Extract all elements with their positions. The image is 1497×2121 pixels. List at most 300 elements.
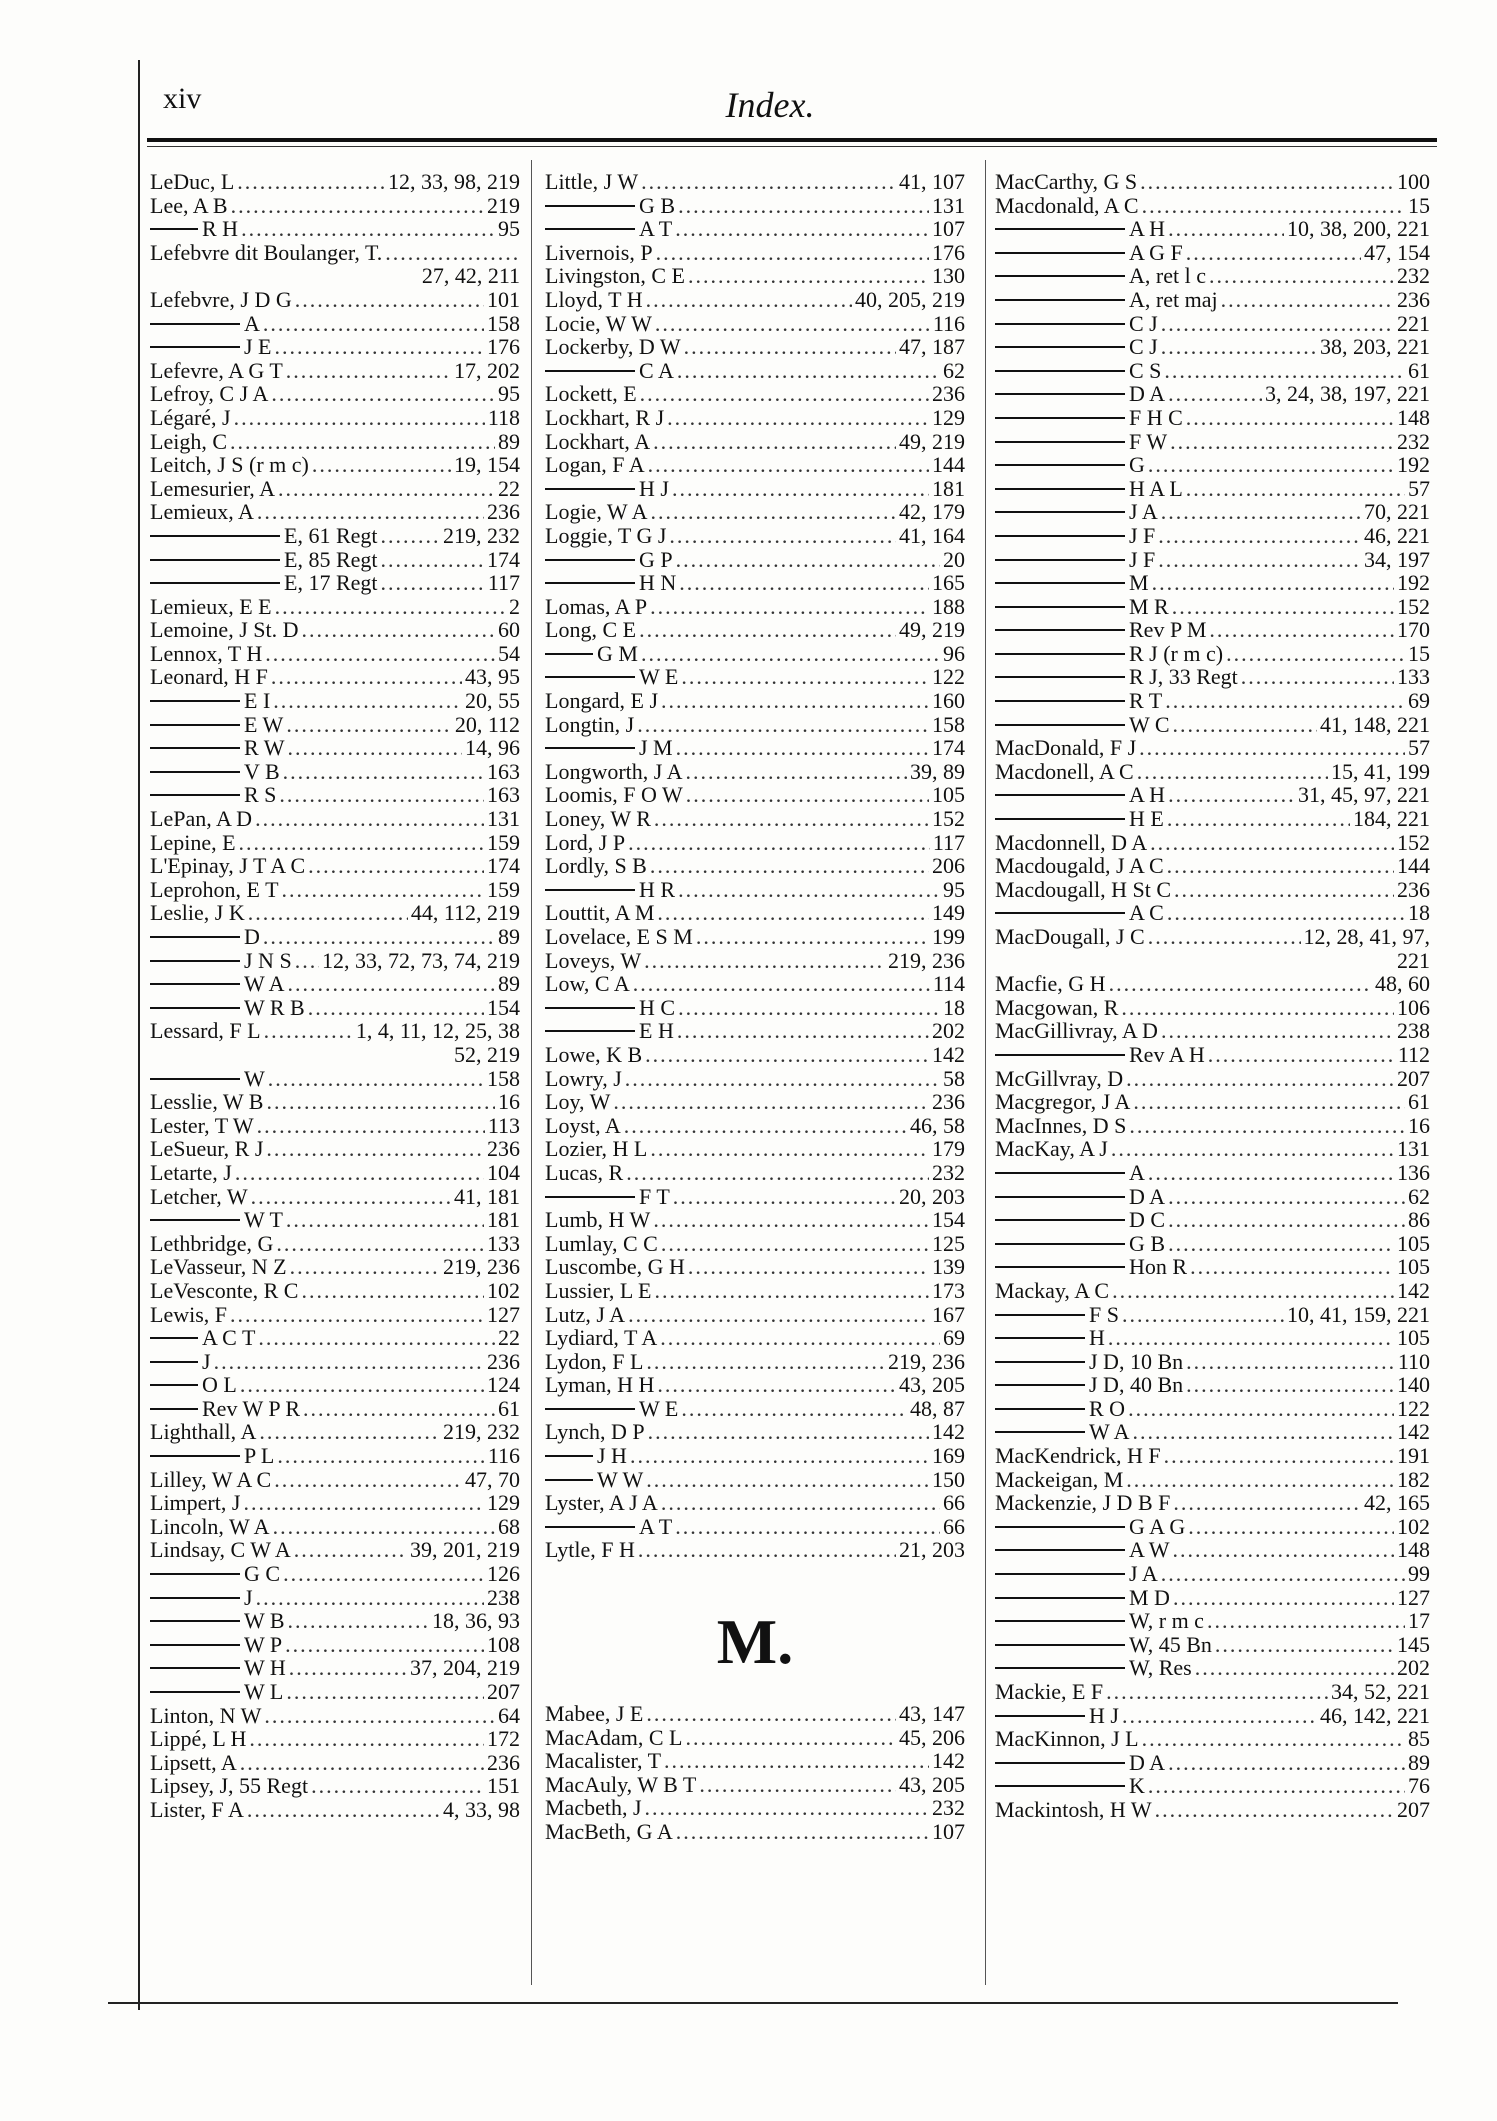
entry-pages: 47, 187	[899, 334, 965, 360]
index-entry	[995, 1444, 1430, 1468]
leader-dots	[648, 453, 929, 477]
index-entry	[545, 1303, 965, 1327]
entry-name: Lilley, W A C	[150, 1466, 272, 1492]
leader-dots	[243, 1491, 484, 1515]
entry-name: MacKay, A J	[995, 1136, 1108, 1162]
entry-pages: 181	[487, 1207, 520, 1233]
leader-dots	[1133, 1420, 1394, 1444]
entry-name: Rev W P R	[202, 1395, 301, 1421]
leader-dots	[1168, 783, 1295, 807]
entry-name: J D, 10 Bn	[1089, 1348, 1184, 1374]
entry-pages: 42, 179	[899, 499, 965, 525]
index-entry	[995, 925, 1430, 949]
leader-dots	[688, 1255, 929, 1279]
leader-dots	[645, 1796, 929, 1820]
entry-name: W W	[597, 1466, 644, 1492]
entry-pages: 39, 89	[910, 758, 965, 784]
entry-name: Hon R	[1129, 1254, 1188, 1280]
entry-name: A, ret l c	[1129, 263, 1206, 289]
leader-dots	[266, 1137, 484, 1161]
ditto-dash	[995, 323, 1125, 325]
leader-dots	[646, 1702, 896, 1726]
entry-pages: 176	[932, 239, 965, 265]
leader-dots	[646, 1468, 929, 1492]
index-entry	[150, 1751, 520, 1775]
index-entry	[995, 1137, 1430, 1161]
leader-dots	[633, 972, 930, 996]
leader-dots	[301, 1279, 484, 1303]
index-entry	[545, 642, 965, 666]
ditto-dash	[995, 1384, 1085, 1386]
leader-dots	[1167, 901, 1405, 925]
index-entry	[545, 288, 965, 312]
entry-pages: 148	[1397, 1537, 1430, 1563]
entry-name: W, Res	[1129, 1655, 1192, 1681]
leader-dots	[302, 618, 496, 642]
entry-name: Rev A H	[1129, 1041, 1205, 1067]
entry-name: Lockerby, D W	[545, 334, 681, 360]
entry-name: J A	[1129, 1561, 1158, 1587]
entry-pages: 142	[932, 1419, 965, 1445]
leader-dots	[288, 736, 462, 760]
entry-pages: 236	[932, 381, 965, 407]
entry-pages: 1, 4, 11, 12, 25, 38	[355, 1018, 520, 1044]
index-entry	[545, 1019, 965, 1043]
entry-pages: 158	[487, 310, 520, 336]
index-entry	[150, 430, 520, 454]
ditto-dash	[150, 1078, 240, 1080]
entry-name: Logie, W A	[545, 499, 648, 525]
entry-name: Lighthall, A	[150, 1419, 257, 1445]
index-entry	[545, 1726, 965, 1750]
ditto-dash	[150, 1620, 240, 1622]
index-entry	[150, 571, 520, 595]
leader-dots	[1209, 618, 1394, 642]
entry-name: M R	[1129, 593, 1169, 619]
ditto-dash	[995, 1361, 1085, 1363]
index-entry	[995, 1397, 1430, 1421]
index-entry	[995, 1633, 1430, 1657]
index-entry	[545, 1820, 965, 1844]
entry-pages: 116	[487, 1443, 520, 1469]
leader-dots	[1108, 1326, 1394, 1350]
entry-pages: 202	[932, 1018, 965, 1044]
leader-dots	[256, 1586, 484, 1610]
leader-dots	[1168, 1185, 1405, 1209]
ditto-dash	[545, 205, 635, 207]
leader-dots	[1161, 335, 1317, 359]
index-entry	[150, 359, 520, 383]
leader-dots	[231, 194, 484, 218]
index-entry	[995, 194, 1430, 218]
leader-dots	[1170, 430, 1394, 454]
index-entry	[150, 618, 520, 642]
entry-continuation: 52, 219	[454, 1041, 520, 1067]
entry-pages: 136	[1397, 1159, 1430, 1185]
index-entry	[150, 736, 520, 760]
index-entry	[995, 1232, 1430, 1256]
leader-dots	[1142, 1727, 1405, 1751]
leader-dots	[385, 241, 517, 265]
index-entry	[995, 1373, 1430, 1397]
leader-dots	[653, 430, 896, 454]
index-entry	[995, 595, 1430, 619]
leader-dots	[1188, 1515, 1394, 1539]
index-entry	[995, 264, 1430, 288]
leader-dots	[1173, 713, 1317, 737]
leader-dots	[234, 406, 485, 430]
index-entry	[995, 1586, 1430, 1610]
leader-dots	[686, 783, 929, 807]
entry-pages: 206	[932, 853, 965, 879]
leader-dots	[1167, 807, 1350, 831]
entry-pages: 20	[943, 546, 965, 572]
ditto-dash	[995, 1408, 1085, 1410]
entry-name: Luscombe, G H	[545, 1254, 685, 1280]
index-entry	[150, 241, 520, 265]
ditto-dash	[995, 1314, 1085, 1316]
entry-pages: 219, 232	[443, 1419, 520, 1445]
index-entry	[995, 1538, 1430, 1562]
entry-pages: 133	[1397, 664, 1430, 690]
index-entry	[150, 1704, 520, 1728]
leader-dots	[311, 1774, 484, 1798]
ditto-dash	[995, 629, 1125, 631]
index-entry	[150, 1326, 520, 1350]
leader-dots	[626, 1161, 929, 1185]
entry-pages: 89	[498, 971, 520, 997]
index-entry	[995, 288, 1430, 312]
footer-rule	[108, 2002, 1398, 2004]
index-entry	[545, 1043, 965, 1067]
entry-pages: 129	[487, 1490, 520, 1516]
leader-dots	[277, 1444, 484, 1468]
entry-pages: 219	[487, 192, 520, 218]
entry-pages: 139	[932, 1254, 965, 1280]
entry-pages: 174	[487, 546, 520, 572]
leader-dots	[1137, 760, 1328, 784]
ditto-dash	[995, 700, 1125, 702]
entry-name: F W	[1129, 428, 1168, 454]
leader-dots	[655, 312, 930, 336]
entry-pages: 207	[487, 1679, 520, 1704]
entry-name: H E	[1129, 806, 1164, 832]
entry-pages: 152	[1397, 593, 1430, 619]
entry-pages: 43, 205	[899, 1771, 965, 1797]
entry-pages: 16	[498, 1089, 520, 1115]
entry-pages: 182	[1397, 1466, 1430, 1492]
entry-name: D	[244, 924, 260, 949]
entry-name: J N S	[244, 947, 292, 973]
entry-pages: 76	[1408, 1773, 1430, 1799]
ditto-dash	[995, 559, 1125, 561]
leader-dots	[257, 1114, 485, 1138]
leader-dots	[660, 1326, 940, 1350]
leader-dots	[275, 595, 506, 619]
ditto-dash	[995, 653, 1125, 655]
index-entry	[150, 689, 520, 713]
entry-name: Lincoln, W A	[150, 1513, 270, 1539]
entry-pages: 15	[1408, 640, 1430, 666]
entry-name: C J	[1129, 310, 1158, 336]
entry-pages: 15, 41, 199	[1331, 758, 1430, 784]
ditto-dash	[995, 676, 1125, 678]
entry-name: W A	[244, 971, 285, 997]
leader-dots	[1164, 1444, 1394, 1468]
leader-dots	[1148, 925, 1301, 949]
index-entry	[150, 1373, 520, 1397]
index-entry	[545, 1397, 965, 1421]
leader-dots	[273, 1515, 495, 1539]
entry-pages: 18	[943, 994, 965, 1020]
entry-pages: 96	[943, 640, 965, 666]
entry-pages: 110	[1397, 1348, 1430, 1374]
entry-name: A G F	[1129, 239, 1183, 265]
entry-name: A T	[639, 1513, 673, 1539]
index-entry	[545, 500, 965, 524]
entry-pages: 163	[487, 782, 520, 808]
entry-name: R J (r m c)	[1129, 640, 1224, 666]
index-entry	[545, 1773, 965, 1797]
entry-name: Letcher, W	[150, 1183, 248, 1209]
leader-dots	[289, 1656, 407, 1680]
entry-pages: 99	[1408, 1561, 1430, 1587]
leader-dots	[661, 689, 929, 713]
entry-pages: 173	[932, 1277, 965, 1303]
index-entry	[545, 312, 965, 336]
index-entry	[150, 1067, 520, 1091]
entry-name: Lippé, L H	[150, 1726, 247, 1752]
entry-name: J A	[1129, 499, 1158, 525]
entry-name: A C T	[202, 1325, 256, 1351]
leader-dots	[639, 618, 896, 642]
index-entry	[150, 1680, 520, 1704]
entry-name: MacBeth, G A	[545, 1819, 673, 1844]
ditto-dash	[545, 1030, 635, 1032]
entry-pages: 236	[932, 1089, 965, 1115]
index-entry	[995, 1680, 1430, 1704]
entry-pages: 117	[487, 570, 520, 596]
entry-name: Lyman, H H	[545, 1372, 655, 1398]
index-entry	[545, 1444, 965, 1468]
entry-pages: 150	[932, 1466, 965, 1492]
entry-pages: 46, 58	[910, 1112, 965, 1138]
entry-name: Mabee, J E	[545, 1701, 644, 1727]
index-entry	[545, 1090, 965, 1114]
index-entry	[150, 878, 520, 902]
entry-pages: 68	[498, 1513, 520, 1539]
index-entry	[545, 1067, 965, 1091]
ditto-dash	[995, 1573, 1125, 1575]
entry-pages: 86	[1408, 1207, 1430, 1233]
entry-name: Lesslie, W B	[150, 1089, 264, 1115]
entry-pages: 22	[498, 475, 520, 501]
entry-pages: 172	[487, 1726, 520, 1752]
leader-dots	[271, 665, 462, 689]
index-entry	[995, 1114, 1430, 1138]
entry-name: MacGillivray, A D	[995, 1018, 1158, 1044]
entry-name: W P	[244, 1631, 283, 1657]
entry-pages: 148	[1397, 404, 1430, 430]
leader-dots	[295, 949, 319, 973]
leader-dots	[1173, 1538, 1394, 1562]
entry-pages: 40, 205, 219	[855, 286, 965, 312]
entry-pages: 95	[943, 876, 965, 902]
entry-name: LeDuc, L	[150, 169, 235, 194]
entry-pages: 61	[1408, 1089, 1430, 1115]
entry-name: McGillvray, D	[995, 1065, 1124, 1091]
entry-pages: 14, 96	[465, 735, 520, 761]
entry-name: W B	[244, 1608, 285, 1634]
entry-continuation: 27, 42, 211	[421, 263, 520, 289]
leader-dots	[1168, 1751, 1405, 1775]
entry-pages: 236	[1397, 286, 1430, 312]
index-entry	[545, 1232, 965, 1256]
index-entry	[995, 1420, 1430, 1444]
index-entry	[995, 1609, 1430, 1633]
ditto-dash	[995, 535, 1125, 537]
entry-pages: 122	[932, 664, 965, 690]
entry-name: M	[1129, 570, 1149, 596]
index-entry	[995, 1727, 1430, 1751]
leader-dots	[1129, 1114, 1405, 1138]
leader-dots	[1133, 1090, 1405, 1114]
index-entry	[995, 736, 1430, 760]
index-column-2	[545, 170, 965, 1844]
entry-pages: 61	[1408, 357, 1430, 383]
leader-dots	[679, 571, 929, 595]
entry-pages: 17	[1408, 1608, 1430, 1634]
entry-pages: 170	[1397, 617, 1430, 643]
index-entry	[545, 194, 965, 218]
index-entry	[150, 1515, 520, 1539]
leader-dots	[1126, 1067, 1394, 1091]
entry-name: Lumb, H W	[545, 1207, 651, 1233]
entry-pages: 60	[498, 617, 520, 643]
leader-dots	[676, 736, 929, 760]
leader-dots	[1172, 595, 1394, 619]
ditto-dash	[150, 582, 280, 584]
index-entry	[995, 1019, 1430, 1043]
entry-name: Lord, J P	[545, 829, 626, 855]
entry-pages: 95	[498, 381, 520, 407]
entry-pages: 3, 24, 38, 197, 221	[1265, 381, 1430, 407]
entry-pages: 31, 45, 97, 221	[1298, 782, 1430, 808]
index-entry	[150, 831, 520, 855]
entry-name: Lester, T W	[150, 1112, 254, 1138]
index-column-3	[995, 170, 1430, 1822]
index-entry	[545, 170, 965, 194]
index-entry	[995, 430, 1430, 454]
entry-pages: 108	[487, 1631, 520, 1657]
ditto-dash	[150, 1408, 198, 1410]
ditto-dash	[995, 1219, 1125, 1221]
index-entry	[995, 524, 1430, 548]
index-entry	[545, 949, 965, 973]
leader-dots	[1186, 477, 1405, 501]
entry-name: Macdonald, A C	[995, 192, 1139, 218]
entry-name: C S	[1129, 357, 1162, 383]
entry-name: Loney, W R	[545, 806, 651, 832]
index-entry	[150, 406, 520, 430]
leader-dots	[258, 1326, 495, 1350]
leader-dots	[1158, 548, 1361, 572]
index-entry	[545, 925, 965, 949]
index-entry	[995, 972, 1430, 996]
leader-dots	[1109, 972, 1372, 996]
index-entry	[150, 524, 520, 548]
leader-dots	[1174, 878, 1394, 902]
leader-dots	[283, 760, 484, 784]
entry-pages: 207	[1397, 1796, 1430, 1822]
ditto-dash	[545, 559, 635, 561]
leader-dots	[230, 1303, 484, 1327]
entry-pages: 232	[1397, 428, 1430, 454]
entry-name: C J	[1129, 334, 1158, 360]
entry-pages: 105	[1397, 1230, 1430, 1256]
entry-pages: 41, 181	[454, 1183, 520, 1209]
entry-pages: 232	[932, 1159, 965, 1185]
entry-pages: 236	[487, 1136, 520, 1162]
entry-name: G B	[1129, 1230, 1166, 1256]
ditto-dash	[150, 228, 198, 230]
index-entry	[995, 854, 1430, 878]
index-entry	[995, 548, 1430, 572]
entry-pages: 57	[1408, 475, 1430, 501]
entry-name: A	[1129, 1159, 1145, 1185]
leader-dots	[273, 689, 462, 713]
ditto-dash	[545, 889, 635, 891]
ditto-dash	[995, 511, 1125, 513]
leader-dots	[1139, 736, 1405, 760]
entry-name: Lessard, F L	[150, 1018, 261, 1044]
index-entry	[150, 170, 520, 194]
entry-name: MacDonald, F J	[995, 735, 1137, 761]
entry-pages: 12, 33, 98, 219	[388, 169, 520, 194]
leader-dots	[1168, 217, 1284, 241]
leader-dots	[308, 996, 484, 1020]
entry-pages: 160	[932, 688, 965, 714]
leader-dots	[657, 1373, 896, 1397]
index-entry	[995, 1751, 1430, 1775]
entry-name: J D, 40 Bn	[1089, 1372, 1184, 1398]
index-entry	[545, 571, 965, 595]
entry-pages: 20, 55	[465, 688, 520, 714]
index-entry	[150, 1161, 520, 1185]
entry-name: Lipsey, J, 55 Regt	[150, 1773, 309, 1799]
entry-pages: 107	[932, 216, 965, 242]
ditto-dash	[150, 771, 240, 773]
entry-name: E, 85 Regt	[284, 546, 378, 572]
entry-name: Lemieux, A	[150, 499, 254, 525]
ditto-dash	[995, 1597, 1125, 1599]
entry-name: Leprohon, E T	[150, 876, 279, 902]
index-entry	[545, 736, 965, 760]
entry-pages: 116	[932, 310, 965, 336]
entry-name: Letarte, J	[150, 1159, 232, 1185]
ditto-dash	[995, 1549, 1125, 1551]
index-entry	[545, 1373, 965, 1397]
entry-name: Mackenzie, J D B F	[995, 1490, 1171, 1516]
entry-pages: 236	[487, 1348, 520, 1374]
entry-name: Lefebvre, J D G	[150, 286, 292, 312]
ditto-dash	[150, 1455, 240, 1457]
column-divider	[531, 160, 532, 1985]
leader-dots	[1186, 406, 1394, 430]
entry-name: R S	[244, 782, 277, 808]
index-entry	[995, 312, 1430, 336]
leader-dots	[1140, 170, 1394, 194]
